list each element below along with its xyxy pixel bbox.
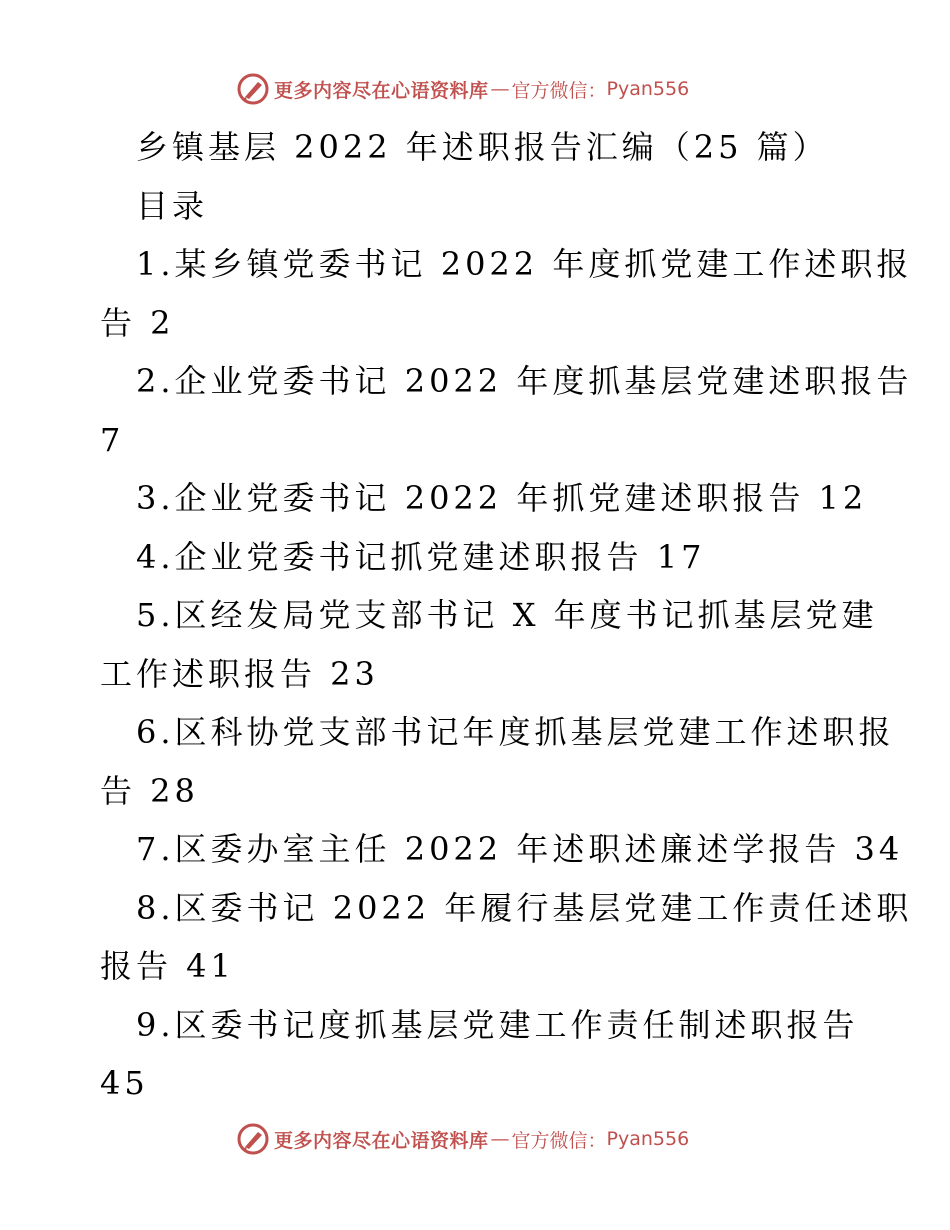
toc-line: 7 xyxy=(100,420,125,459)
toc-line: 6.区科协党支部书记年度抓基层党建工作述职报 xyxy=(136,713,895,751)
watermark-text: 更多内容尽在心语资料库 xyxy=(274,79,489,102)
toc-line: 报告 41 xyxy=(100,947,235,985)
toc-line: 5.区经发局党支部书记 X 年度书记抓基层党建 xyxy=(136,596,878,634)
toc-line: 2.企业党委书记 2022 年度抓基层党建述职报告 xyxy=(136,362,913,400)
document-body xyxy=(100,118,913,1113)
toc-heading: 目录 xyxy=(136,186,209,225)
footer-watermark xyxy=(236,1122,689,1156)
watermark-text: 更多内容尽在心语资料库 xyxy=(274,1129,489,1152)
watermark-account: Pyan556 xyxy=(606,1128,690,1150)
toc-line: 告 28 xyxy=(100,771,199,810)
toc-line: 告 2 xyxy=(100,303,175,342)
toc-line: 1.某乡镇党委书记 2022 年度抓党建工作述职报 xyxy=(136,245,913,283)
pen-logo-icon xyxy=(236,72,270,106)
watermark-separator: — xyxy=(490,78,510,100)
toc-line: 45 xyxy=(100,1064,149,1102)
toc-line: 8.区委书记 2022 年履行基层党建工作责任述职 xyxy=(136,888,913,927)
document-title: 乡镇基层 2022 年述职报告汇编（25 篇） xyxy=(136,128,829,166)
pen-logo-icon xyxy=(236,1122,270,1156)
toc-line: 9.区委书记度抓基层党建工作责任制述职报告 xyxy=(136,1005,859,1044)
watermark-label: 官方微信： xyxy=(511,1129,607,1152)
toc-line: 3.企业党委书记 2022 年抓党建述职报告 12 xyxy=(136,479,868,517)
toc-line: 4.企业党委书记抓党建述职报告 17 xyxy=(136,537,706,576)
watermark-separator: — xyxy=(490,1128,510,1150)
watermark-label: 官方微信： xyxy=(511,79,607,102)
header-watermark xyxy=(236,72,689,106)
watermark-account: Pyan556 xyxy=(606,78,690,100)
toc-line: 工作述职报告 23 xyxy=(100,654,379,693)
toc-line: 7.区委办室主任 2022 年述职述廉述学报告 34 xyxy=(136,830,904,868)
